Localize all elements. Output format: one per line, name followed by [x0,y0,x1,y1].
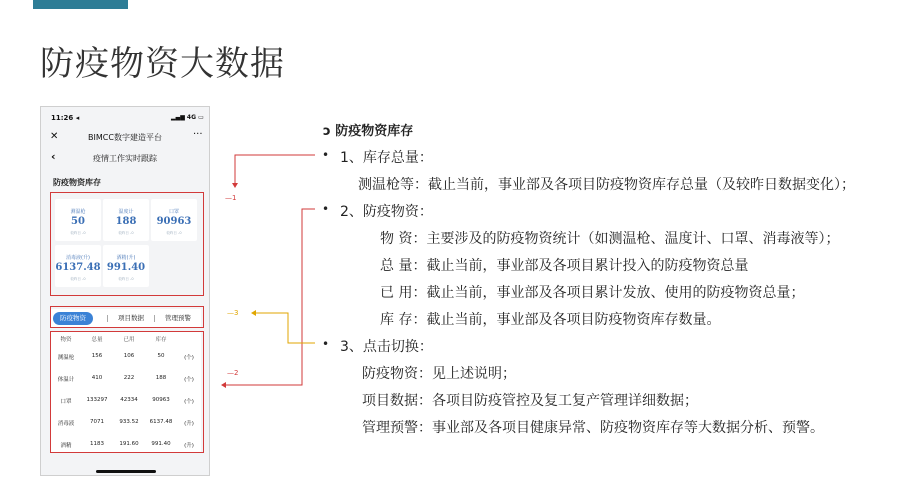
bullet-icon: • [322,337,330,351]
cell-stock: 991.40 [151,441,171,447]
notes-heading [323,120,413,139]
connector-1 [235,155,315,187]
cell-total: 7071 [90,419,104,425]
card-label: 酒精(升) [116,255,136,261]
card-label: 温度计 [118,209,134,215]
notes-line: 库 存：截止当前，事业部及各项目防疫物资库存数量。 [380,312,721,328]
cell-unit: (个) [184,399,194,405]
more-icon[interactable]: ··· [193,129,203,140]
page-title: 疫情工作实时跟踪 [93,154,157,163]
cell-used: 106 [123,353,135,359]
cell-unit: (升) [184,443,194,449]
notes-line: 防疫物资：见上述说明； [362,366,516,382]
arrowhead-1 [232,183,238,188]
annotation-2: —2 [227,369,239,377]
close-icon[interactable]: ✕ [50,131,59,142]
cell-item: 体温计 [57,377,75,383]
notes-line: 项目数据：各项目防疫管控及复工复产管理详细数据； [362,393,698,409]
cell-used: 933.52 [119,419,139,425]
card-value: 188 [115,216,137,227]
cell-total: 133297 [86,397,108,403]
notes-line: 已 用：截止当前，事业部及各项目累计发放、使用的防疫物资总量； [380,285,805,301]
cell-stock: 90963 [152,397,170,403]
column-header: 已用 [123,337,135,343]
cell-used: 42334 [120,397,138,403]
notes-line: 管理预警：事业部及各项目健康异常、防疫物资库存等大数据分析、预警。 [362,420,824,436]
arrowhead-3 [251,310,256,316]
section-title: 防疫物资库存 [53,178,101,187]
connector-2 [222,209,315,385]
cell-stock: 50 [157,353,165,359]
connector-3 [252,313,315,343]
status-time: 11:26 ◂ [51,114,80,122]
card-change: 较昨日 -0 [70,277,86,281]
slide-title: 防疫物资大数据 [40,44,285,84]
card-value: 991.40 [106,262,146,273]
tab-project-data[interactable]: 项目数据 [118,314,144,322]
card-change: 较昨日 -0 [70,231,86,235]
notes-point-3: 3、点击切换： [340,339,433,355]
bullet-icon: • [322,148,330,162]
cell-item: 消毒液 [57,421,75,427]
notes-point-2: 2、防疫物资： [340,204,433,220]
cell-unit: (个) [184,355,194,361]
cell-total: 410 [91,375,103,381]
column-header: 总量 [91,337,103,343]
cell-used: 191.60 [119,441,139,447]
card-change: 较昨日 -0 [118,277,134,281]
link-icon: ↄ [323,124,331,139]
card-value: 6137.48 [55,262,101,273]
cell-total: 1183 [90,441,104,447]
card-label: 口罩 [168,209,179,215]
notes-line: 物 资：主要涉及的防疫物资统计（如测温枪、温度计、口罩、消毒液等）； [380,231,840,247]
cell-unit: (升) [184,421,194,427]
annotation-1: —1 [225,194,237,202]
cell-item: 测温枪 [57,355,75,361]
status-icons: ▂▄▆ 4G ▭ [171,114,204,121]
tab-epidemic-supplies[interactable]: 防疫物资 [53,312,93,325]
column-header: 物资 [60,337,72,343]
app-title: BIMCC数字建造平台 [88,133,162,142]
notes-line: 总 量：截止当前，事业部及各项目累计投入的防疫物资总量 [380,258,749,274]
cell-item: 酒精 [60,443,72,449]
cell-total: 156 [91,353,103,359]
arrowhead-2 [221,382,226,388]
column-header: 库存 [155,337,167,343]
card-change: 较昨日 -0 [118,231,134,235]
card-value: 90963 [156,216,192,227]
notes-heading-text: 防疫物资库存 [335,124,414,139]
cell-item: 口罩 [60,399,72,405]
card-label: 消毒液(升) [66,255,90,261]
card-change: 较昨日 -0 [166,231,182,235]
notes-point-1: 1、库存总量： [340,150,433,166]
cell-stock: 6137.48 [149,419,173,425]
annotation-3: —3 [227,309,239,317]
cell-unit: (个) [184,377,194,383]
cell-used: 222 [123,375,135,381]
tab-management-alert[interactable]: 管理预警 [165,314,191,322]
back-icon[interactable]: ‹ [51,150,56,163]
cell-stock: 188 [155,375,167,381]
card-value: 50 [71,216,85,227]
bullet-icon: • [322,202,330,216]
notes-line: 测温枪等：截止当前，事业部及各项目防疫物资库存总量（及较昨日数据变化）； [358,177,855,193]
card-label: 测温枪 [70,209,86,215]
